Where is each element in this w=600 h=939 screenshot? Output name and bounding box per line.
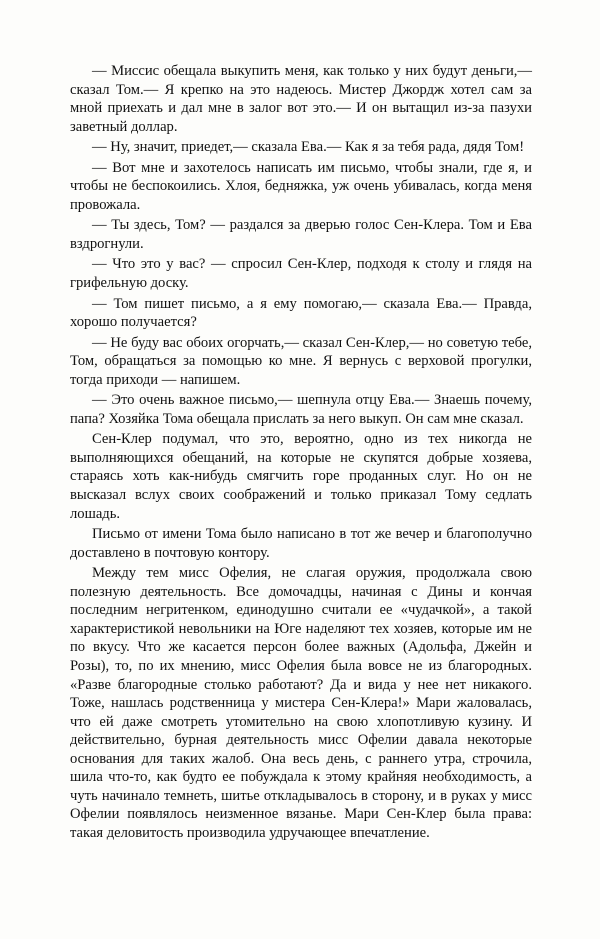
paragraph-7: — Не буду вас обоих огорчать,— сказал Сен-Клер,— но советую тебе, Том, обращаться за помощью ко мне. Я вернусь с верховой прогулки, тогда приходи — напишем. <box>70 334 532 388</box>
paragraph-10: Письмо от имени Тома было написано в тот же вечер и благополучно доставлено в почтовую контору. <box>70 526 532 561</box>
paragraph-6: — Том пишет письмо, а я ему помогаю,— сказала Ева.— Правда, хорошо получается? <box>70 295 532 331</box>
paragraph-2: — Ну, значит, приедет,— сказала Ева.— Как я за тебя рада, дядя Том! <box>92 139 525 156</box>
paragraph-9: Сен-Клер подумал, что это, вероятно, одно из тех никогда не выполняющихся обещаний, на которые не скупятся добрые хозяева, стараясь хоть как-нибудь смягчить горе проданных слуг. Но он не высказал вслух своих соображений и только приказал Тому седлать лошадь. <box>70 431 532 522</box>
paragraph-4: — Ты здесь, Том? — раздался за дверью голос Сен-Клера. Том и Ева вздрогнули. <box>70 217 532 252</box>
paragraph-1: — Миссис обещала выкупить меня, как только у них будут деньги,— сказал Том.— Я крепко на это надеюсь. Мистер Джордж хотел сам за мной приехать и дал мне в залог вот это.— И он вытащил из-за пазухи заветный доллар. <box>70 63 532 135</box>
paragraph-5: — Что это у вас? — спросил Сен-Клер, подходя к столу и глядя на грифельную доску. <box>70 256 532 292</box>
paragraph-8: — Это очень важное письмо,— шепнула отцу Ева.— Знаешь почему, папа? Хозяйка Тома обещала прислать за него выкуп. Он сам мне сказал. <box>70 392 532 427</box>
paragraph-3: — Вот мне и захотелось написать им письмо, чтобы знали, где я, и чтобы не беспокоились. Хлоя, бедняжка, уж очень убивалась, когда меня провожала. <box>70 159 532 213</box>
page-text <box>70 62 532 842</box>
paragraph-11: Между тем мисс Офелия, не слагая оружия, продолжала свою полезную деятельность. Все домочадцы, начиная с Дины и кончая последним негритенком, единодушно считали ее «чудачкой», а такой характеристикой невольники на Юге наделяют тех хозяев, которые им не по вкусу. Что же касается персон более важных (Адольфа, Джейн и Розы), то, по их мнению, мисс Офелия была вовсе не из благородных. «Разве благородные столько работают? Да и вида у нее нет никакого. Тоже, нашлась родственница у мистера Сен-Клера!» Мари жаловалась, что ей даже смотреть утомительно на свою хлопотливую кузину. И действительно, бурная деятельность мисс Офелии давала некоторые основания для таких жалоб. Она весь день, с раннего утра, строчила, шила что-то, как будто ее побуждала к этому крайняя необходимость, а чуть начинало темнеть, шитье откладывалось в сторону, и в руках у мисс Офелии появлялось неизменное вязанье. Мари Сен-Клер была права: такая деловитость производила удручающее впечатление. <box>70 565 532 841</box>
